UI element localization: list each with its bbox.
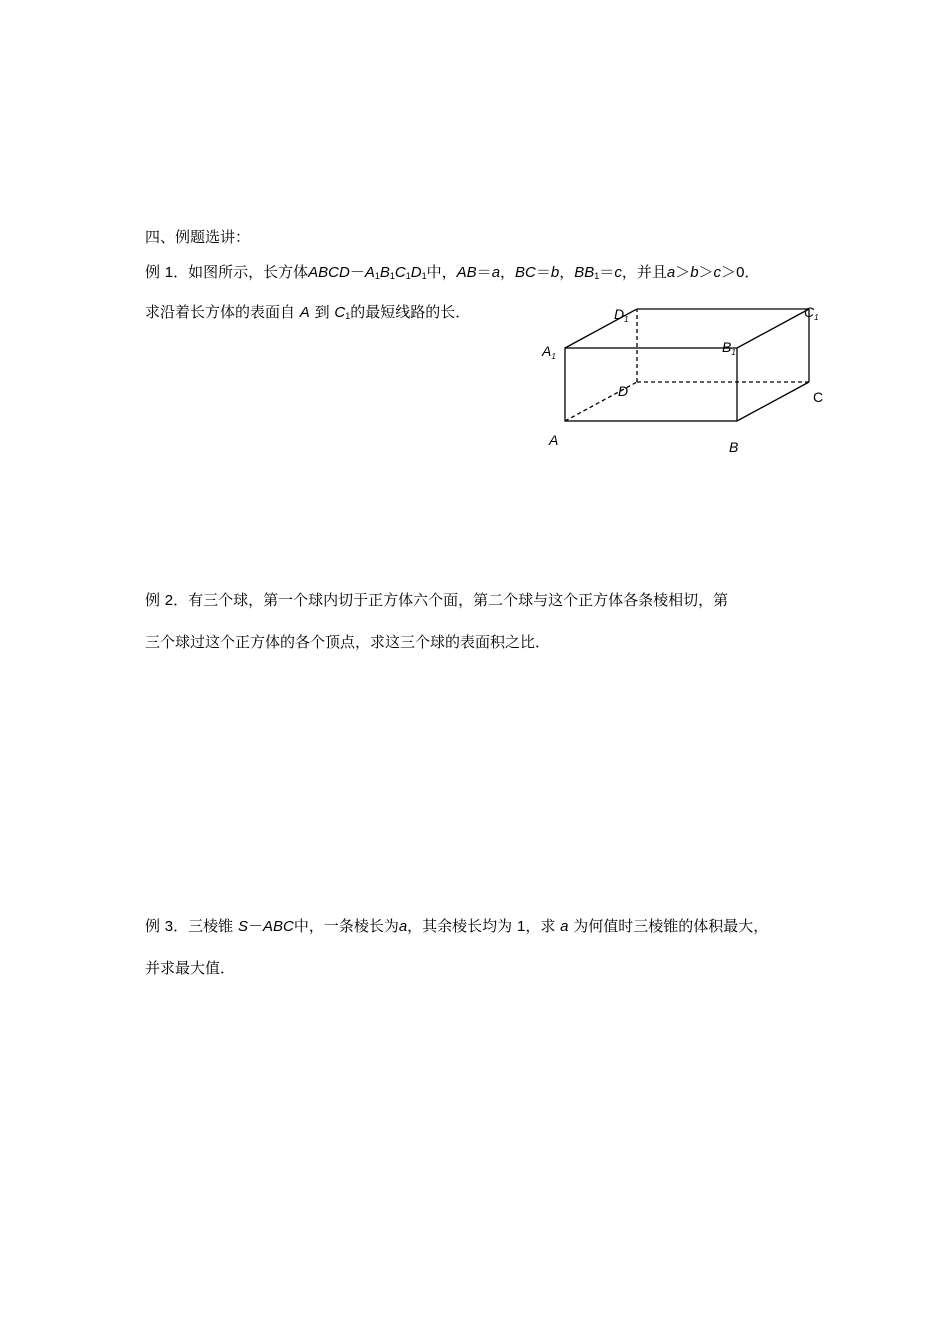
point-c1: C [334, 304, 346, 321]
zero: 0 [736, 264, 745, 281]
text: ．三棱锥 [173, 917, 234, 935]
text: 到 [314, 303, 330, 321]
example-3-prefix: 例 [145, 917, 161, 935]
var-a: a [398, 918, 408, 935]
vertex-s: S [237, 918, 248, 935]
point-a: A [299, 304, 310, 321]
subscript: 1 [389, 271, 395, 281]
cuboid-edges [565, 309, 809, 421]
var-c: c [614, 264, 622, 281]
var-a: a [666, 264, 676, 281]
label-a1: $A_1$ [542, 343, 556, 361]
text: ，并且 [621, 263, 667, 281]
equals: ＝ [599, 263, 615, 281]
edge-bb1: BB [574, 264, 595, 281]
label-c: C [813, 389, 824, 405]
example-2-number: 2 [164, 592, 174, 609]
front-face [565, 348, 737, 421]
solid-name: ABCD [308, 264, 350, 281]
var-c: c [713, 264, 722, 281]
subscript: 1 [421, 271, 427, 281]
example-2-line-1 [145, 590, 728, 611]
vertex-c1: C [394, 264, 406, 281]
dash: － [349, 263, 365, 281]
example-1-line-1 [145, 262, 759, 283]
hidden-edges [565, 309, 809, 421]
label-d1: $D_1$ [614, 306, 629, 324]
example-1-line-2 [145, 302, 470, 323]
example-3-line-1 [145, 916, 768, 937]
gt: ＞ [698, 263, 714, 281]
example-3-line-2: 并求最大值． [145, 959, 236, 977]
example-1-prefix: 例 [145, 263, 161, 281]
label-c1: $C_1$ [804, 304, 819, 322]
subscript: 1 [345, 311, 351, 321]
dash: － [247, 917, 263, 935]
label-d: D [618, 383, 629, 399]
edge-ab: AB [456, 264, 477, 281]
text: ，其余棱长均为 [407, 917, 513, 935]
equals: ＝ [535, 263, 551, 281]
text: ．有三个球，第一个球内切于正方体六个面，第二个球与这个正方体各条棱相切，第 [173, 591, 729, 609]
example-1-number: 1 [164, 264, 174, 281]
edge-b-c [737, 382, 809, 421]
var-a: a [491, 264, 501, 281]
label-b: B [729, 439, 739, 455]
comma: ， [500, 263, 516, 281]
text: ，求 [525, 917, 556, 935]
label-a: A [549, 432, 559, 448]
example-3-number: 3 [164, 918, 174, 935]
one: 1 [516, 918, 526, 935]
var-b: b [690, 264, 699, 281]
subscript: 1 [594, 271, 600, 281]
label-b1: $B_1$ [722, 339, 736, 357]
text: 中， [426, 263, 457, 281]
section-heading: 四、例题选讲： [145, 228, 251, 246]
text: 求沿着长方体的表面自 [145, 303, 296, 321]
equals: ＝ [476, 263, 492, 281]
base-abc: ABC [262, 918, 294, 935]
example-1-text: ．如图所示，长方体 [173, 263, 309, 281]
period: ． [744, 263, 760, 281]
cuboid-figure [535, 295, 835, 465]
gt: ＞ [675, 263, 691, 281]
var-b: b [550, 264, 560, 281]
text: 为何值时三棱锥的体积最大， [573, 917, 769, 935]
text: 中，一条棱长为 [293, 917, 399, 935]
subscript: 1 [374, 271, 380, 281]
edge-bc: BC [515, 264, 536, 281]
vertex-d1: D [410, 264, 422, 281]
comma: ， [559, 263, 575, 281]
vertex-a1: A [364, 264, 375, 281]
example-2-line-2: 三个球过这个正方体的各个顶点，求这三个球的表面积之比． [145, 633, 551, 651]
example-2-prefix: 例 [145, 591, 161, 609]
edge-b1-c1 [737, 309, 809, 348]
var-a: a [560, 918, 569, 935]
text: 的最短线路的长． [350, 303, 471, 321]
vertex-b1: B [379, 264, 390, 281]
subscript: 1 [405, 271, 411, 281]
gt: ＞ [721, 263, 737, 281]
